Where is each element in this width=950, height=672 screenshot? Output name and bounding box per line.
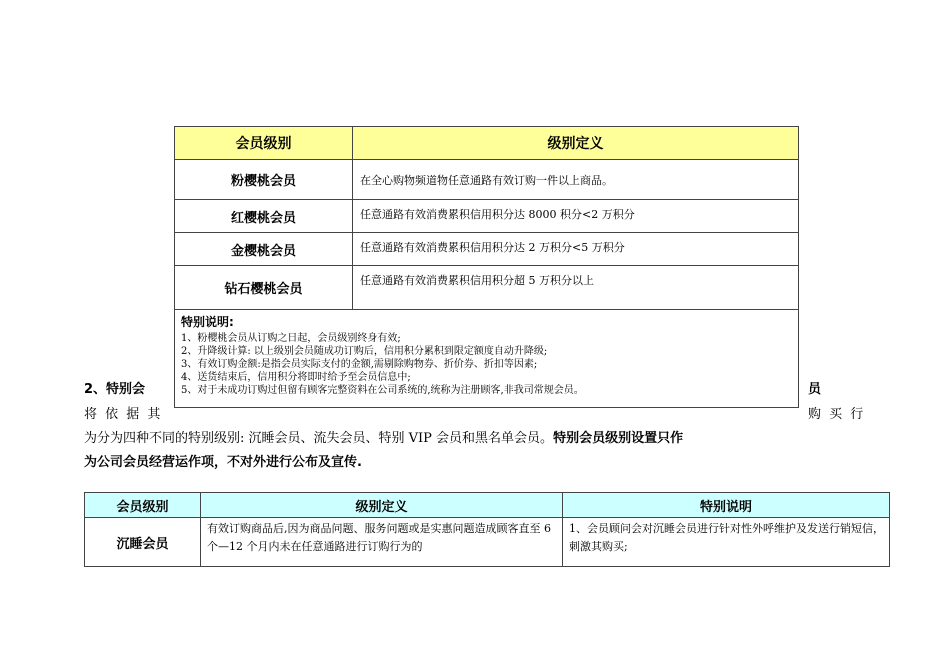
definition-cell: 在全心购物频道物任意通路有效订购一件以上商品。 xyxy=(353,160,799,200)
definition-cell: 任意通路有效消费累积信用积分达 8000 积分<2 万积分 xyxy=(353,200,799,233)
paragraph-line3 xyxy=(84,427,683,446)
table-row xyxy=(175,233,799,266)
special-notes-box xyxy=(174,310,799,408)
note-cell: 1、会员顾问会对沉睡会员进行针对性外呼维护及发送行销短信，刺激其购买; xyxy=(563,518,890,567)
paragraph-line2-right: 购 买 行 xyxy=(808,407,866,422)
section-heading-right: 员 xyxy=(808,382,822,397)
section-heading-left: 2、特别会 xyxy=(84,382,146,397)
level-cell: 金樱桃会员 xyxy=(175,233,353,266)
note-item: 3、有效订购金额:是指会员实际支付的金额,需剔除购物券、折价券、折扣等因素; xyxy=(181,359,538,370)
table-row xyxy=(175,160,799,200)
paragraph-line3-bold: 特别会员级别设置只作 xyxy=(553,431,684,446)
header-level-definition: 级别定义 xyxy=(201,493,563,518)
paragraph-line3-text: 为分为四种不同的特别级别: 沉睡会员、流失会员、特别 VIP 会员和黑名单会员。 xyxy=(84,431,554,446)
header-member-level: 会员级别 xyxy=(175,127,353,160)
definition-cell: 任意通路有效消费累积信用积分达 2 万积分<5 万积分 xyxy=(353,233,799,266)
note-item: 4、送货结束后，信用积分将即时给予至会员信息中; xyxy=(181,372,411,383)
note-item: 5、对于未成功订购过但留有顾客完整资料在公司系统的,统称为注册顾客,非我司常规会员。 xyxy=(181,385,584,396)
header-special-notes: 特别说明 xyxy=(563,493,890,518)
level-cell: 粉樱桃会员 xyxy=(175,160,353,200)
paragraph-line4: 为公司会员经营运作项，不对外进行公布及宣传. xyxy=(84,455,362,470)
definition-cell: 任意通路有效消费累积信用积分超 5 万积分以上 xyxy=(353,266,799,310)
level-cell: 沉睡会员 xyxy=(85,518,201,567)
table-row xyxy=(175,266,799,310)
level-cell: 钻石樱桃会员 xyxy=(175,266,353,310)
paragraph-line2-left: 将 依 据 其 xyxy=(84,407,163,422)
table-row xyxy=(175,200,799,233)
note-item: 1、粉樱桃会员从订购之日起，会员级别终身有效; xyxy=(181,333,401,344)
note-item: 2、升降级计算: 以上级别会员随成功订购后，信用积分累积到限定额度自动升降级; xyxy=(181,346,548,357)
table-row xyxy=(85,518,890,567)
special-member-table xyxy=(84,492,890,567)
member-level-table xyxy=(174,126,799,310)
definition-cell: 有效订购商品后,因为商品问题、服务问题或是实惠问题造成顾客直至 6 个—12 个月内未在任意通路进行订购行为的 xyxy=(201,518,563,567)
notes-title: 特别说明: xyxy=(181,315,234,329)
level-cell: 红樱桃会员 xyxy=(175,200,353,233)
header-level-definition: 级别定义 xyxy=(353,127,799,160)
header-member-level: 会员级别 xyxy=(85,493,201,518)
